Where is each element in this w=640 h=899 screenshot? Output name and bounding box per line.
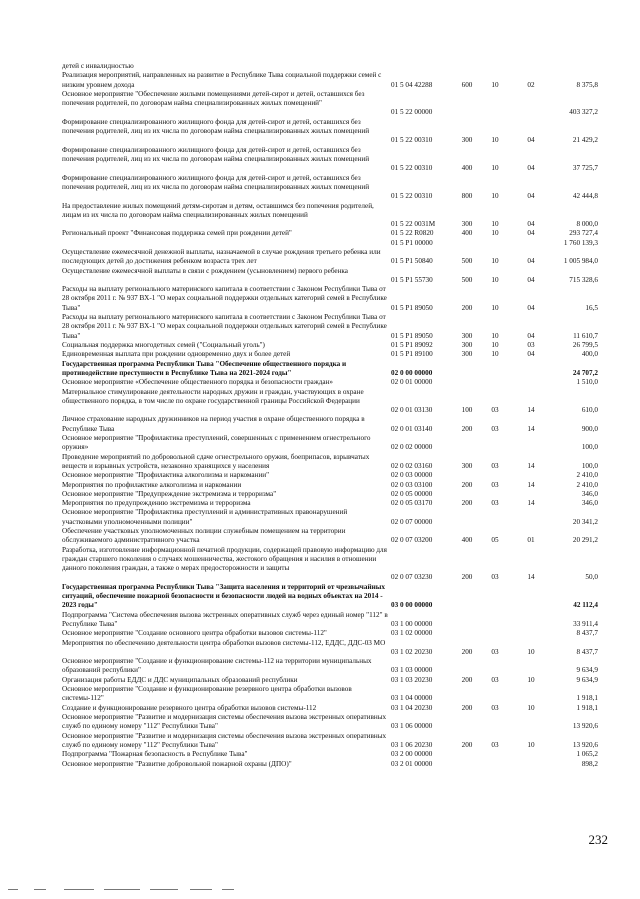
table-row [0, 639, 640, 658]
row-expense-type: 200 [461, 675, 473, 684]
row-description: Создание и функционирование резервного центра обработки вызовов системы-112 [62, 703, 317, 712]
table-row [0, 471, 640, 480]
row-expense-type: 200 [461, 703, 473, 712]
row-amount: 24 707,2 [572, 368, 598, 377]
row-section: 03 [491, 573, 499, 582]
row-code: 03 1 06 20230 [391, 740, 433, 749]
row-amount: 1 760 139,3 [563, 238, 598, 247]
row-expense-type: 300 [461, 136, 473, 145]
row-description: Основное мероприятие "Создание и функционирование системы-112 на территории муниципальных образований республики" [62, 657, 372, 675]
row-amount: 610,0 [581, 406, 598, 415]
row-section: 10 [491, 164, 499, 173]
table-row [0, 676, 640, 685]
row-section: 10 [491, 341, 499, 349]
row-expense-type: 200 [461, 480, 473, 489]
row-subsection: 04 [527, 257, 535, 266]
row-amount: 9 634,9 [576, 666, 598, 675]
row-amount: 8 437,7 [576, 647, 598, 656]
row-expense-type: 200 [461, 573, 473, 582]
row-code: 02 0 05 03170 [391, 499, 433, 508]
row-code: 01 5 P1 89092 [391, 341, 433, 349]
row-subsection: 04 [527, 136, 535, 145]
row-subsection: 10 [527, 647, 535, 656]
row-code: 01 5 04 42288 [391, 80, 433, 89]
row-description: Единовременная выплата при рождении одновременно двух и более детей [62, 350, 291, 359]
row-code: 02 0 07 03230 [391, 573, 433, 582]
table-row [0, 629, 640, 638]
table-row [0, 202, 640, 230]
row-expense-type: 500 [461, 257, 473, 266]
row-subsection: 04 [527, 229, 535, 238]
row-description: Формирование специализированного жилищного фонда для детей-сирот и детей, оставшихся без попечения родителей, лиц из их числа по договорам найма специализированных жилых помещений [62, 145, 370, 163]
row-subsection: 14 [527, 499, 535, 508]
table-row [0, 713, 640, 732]
row-subsection: 03 [527, 341, 535, 349]
table-row [0, 90, 640, 118]
row-description: Материальное стимулирование деятельности народных дружин и граждан, участвующих в охране общественного порядка, в том числе по охране государственной границы Российской Федерации [62, 387, 364, 405]
row-expense-type: 200 [461, 499, 473, 508]
row-code: 02 0 02 03160 [391, 461, 433, 470]
row-expense-type: 300 [461, 220, 473, 229]
table-row [0, 611, 640, 630]
row-description: Основное мероприятие "Развитие и модернизация системы обеспечения вызова экстренных оперативных служб по единому номеру "112" Республики Тыва" [62, 731, 387, 749]
row-subsection: 01 [527, 536, 535, 545]
row-section: 03 [491, 461, 499, 470]
row-amount: 2 410,0 [576, 471, 598, 480]
row-section: 03 [491, 647, 499, 656]
row-subsection: 14 [527, 424, 535, 433]
row-code: 03 2 01 00000 [391, 759, 433, 768]
row-code: 03 1 03 00000 [391, 666, 433, 675]
row-amount: 26 799,5 [572, 341, 598, 349]
row-subsection: 10 [527, 703, 535, 712]
row-code: 03 1 03 20230 [391, 675, 433, 684]
row-section: 03 [491, 675, 499, 684]
row-amount: 50,0 [585, 573, 598, 582]
row-description: Мероприятия по профилактике алкоголизма и наркомании [62, 480, 242, 489]
table-row [0, 685, 640, 704]
row-description: Основное мероприятие "Обеспечение жилыми помещениями детей-сирот и детей, оставшихся без попечения родителей, по договорам найма специализированных жилых помещений" [62, 89, 365, 108]
row-expense-type: 200 [461, 740, 473, 749]
row-code: 02 0 01 00000 [391, 378, 433, 387]
row-code: 03 1 02 20230 [391, 647, 433, 656]
row-code: 01 5 P1 89050 [391, 331, 433, 340]
row-section: 10 [491, 80, 499, 89]
row-section: 03 [491, 406, 499, 415]
row-amount: 42 112,4 [573, 601, 598, 610]
row-code: 01 5 P1 89050 [391, 303, 433, 312]
row-description: Формирование специализированного жилищного фонда для детей-сирот и детей, оставшихся без попечения родителей, лиц из их числа по договорам найма специализированных жилых помещений [62, 173, 370, 191]
row-expense-type: 300 [461, 331, 473, 340]
page-number: 232 [588, 832, 608, 847]
scan-artifact [222, 889, 234, 890]
row-amount: 1 005 984,0 [563, 257, 598, 266]
row-subsection: 04 [527, 220, 535, 229]
row-code: 03 2 00 00000 [391, 750, 433, 759]
row-amount: 100,0 [581, 443, 598, 452]
table-row [0, 341, 640, 350]
row-section: 10 [491, 331, 499, 340]
row-expense-type: 500 [461, 275, 473, 284]
row-section: 03 [491, 703, 499, 712]
table-row [0, 583, 640, 611]
row-section: 10 [491, 275, 499, 284]
row-code: 03 0 00 00000 [391, 601, 433, 610]
table-row [0, 313, 640, 341]
row-expense-type: 400 [461, 229, 473, 238]
row-description: Государственная программа Республики Тыва "Обеспечение общественного порядка и противодействие преступности в Республике Тыва на 2021-2024 годы" [62, 359, 347, 377]
row-section: 10 [491, 192, 499, 201]
row-code: 01 5 22 00000 [391, 108, 433, 117]
row-code: 03 1 00 00000 [391, 619, 433, 628]
row-amount: 9 634,9 [576, 675, 598, 684]
table-row [0, 481, 640, 490]
scan-artifact [190, 889, 212, 890]
row-code: 01 5 P1 55730 [391, 275, 433, 284]
row-description: Основное мероприятие "Профилактика алкоголизма и наркомании" [62, 471, 270, 480]
row-amount: 1 918,1 [576, 694, 598, 703]
row-amount: 16,5 [585, 303, 598, 312]
row-amount: 293 727,4 [569, 229, 598, 238]
row-subsection: 04 [527, 275, 535, 284]
row-description: Осуществление ежемесячной выплаты в связи с рождением (усыновлением) первого ребенка [62, 266, 348, 275]
row-description: Осуществление ежемесячной денежной выплаты, назначаемой в случае рождения третьего ребенка или последующих детей до достижения ребенком возраста трех лет [62, 248, 381, 266]
table-row [0, 285, 640, 313]
row-section: 10 [491, 220, 499, 229]
row-amount: 13 920,6 [572, 740, 598, 749]
row-code: 01 5 P1 00000 [391, 238, 433, 247]
row-code: 02 0 01 03140 [391, 424, 433, 433]
row-description: Расходы на выплату регионального материнского капитала в соответствии с Законом Республики Тыва от 28 октября 2011 г. № 937 ВХ-1 "О мерах социальной поддержки отдельных категорий семей в Республике Тыва" [62, 313, 387, 340]
table-row [0, 527, 640, 546]
row-amount: 21 429,2 [572, 136, 598, 145]
table-row [0, 229, 640, 238]
table-row [0, 750, 640, 759]
table-row [0, 453, 640, 472]
row-amount: 33 911,4 [573, 619, 598, 628]
row-subsection: 14 [527, 573, 535, 582]
row-code: 02 0 03 03100 [391, 480, 433, 489]
table-row [0, 239, 640, 248]
row-amount: 1 510,0 [576, 378, 598, 387]
row-description: Организация работы ЕДДС и ДДС муниципальных образований республики [62, 675, 298, 684]
row-section: 10 [491, 350, 499, 359]
row-description: Реализация мероприятий, направленных на развитие в Республике Тыва социальной поддержки семей с низким уровнем дохода [62, 71, 382, 89]
row-expense-type: 300 [461, 461, 473, 470]
table-row [0, 378, 640, 387]
table-row [0, 248, 640, 267]
row-code: 02 0 07 00000 [391, 517, 433, 526]
row-amount: 42 444,8 [572, 192, 598, 201]
row-description: Государственная программа Республики Тыва "Защита населения и территорий от чрезвычайных ситуаций, обеспечение пожарной безопасности и безопасности людей на водных объектах на 2014 - 2023 годы" [62, 582, 385, 610]
row-code: 01 5 22 R0820 [391, 229, 434, 238]
row-section: 05 [491, 536, 499, 545]
row-code: 01 5 22 0031М [391, 220, 436, 229]
row-code: 03 1 04 20230 [391, 703, 433, 712]
table-row [0, 267, 640, 286]
row-amount: 8 000,0 [576, 220, 598, 229]
table-row [0, 760, 640, 769]
row-description: Обеспечение участковых уполномоченных полиции служебным помещением на территории обслуживаемого административного участка [62, 527, 346, 545]
row-description: Основное мероприятие "Создание основного центра обработки вызовов системы-112" [62, 629, 327, 638]
row-description: Основное мероприятие «Обеспечение общественного порядка и безопасности граждан» [62, 378, 333, 387]
row-expense-type: 200 [461, 424, 473, 433]
table-row [0, 62, 640, 71]
row-code: 02 0 05 00000 [391, 489, 433, 498]
row-description: Основное мероприятие "Развитие и модернизация системы обеспечения вызова экстренных оперативных служб по единому номеру "112" Республики Тыва" [62, 713, 387, 731]
row-code: 03 1 04 00000 [391, 694, 433, 703]
row-code: 03 1 06 00000 [391, 722, 433, 731]
row-subsection: 02 [527, 80, 535, 89]
row-code: 01 5 P1 50840 [391, 257, 433, 266]
row-code: 01 5 22 00310 [391, 136, 433, 145]
row-description: Социальная поддержка многодетных семей ("Социальный уголь") [62, 341, 265, 349]
row-amount: 8 437,7 [576, 629, 598, 638]
scan-artifact [64, 889, 94, 890]
row-description: детей с инвалидностью [62, 62, 134, 70]
row-expense-type: 400 [461, 164, 473, 173]
row-code: 02 0 01 03130 [391, 406, 433, 415]
table-row [0, 350, 640, 359]
table-row [0, 360, 640, 379]
row-description: Основное мероприятие "Развитие добровольной пожарной охраны (ДПО)" [62, 759, 292, 768]
row-code: 03 1 02 00000 [391, 629, 433, 638]
scan-artifact [150, 889, 178, 890]
scan-artifact [8, 889, 18, 890]
row-description: Основное мероприятие "Профилактика преступлений и административных правонарушений участковыми уполномоченными полиции" [62, 508, 348, 526]
table-row [0, 388, 640, 416]
row-code: 02 0 07 03200 [391, 536, 433, 545]
row-subsection: 10 [527, 740, 535, 749]
row-amount: 20 341,2 [572, 517, 598, 526]
table-row [0, 508, 640, 527]
row-subsection: 14 [527, 406, 535, 415]
row-code: 02 0 03 00000 [391, 471, 433, 480]
row-description: Расходы на выплату регионального материнского капитала в соответствии с Законом Республики Тыва от 28 октября 2011 г. № 937 ВХ-1 "О мерах социальной поддержки отдельных категорий семей в Республике Тыва" [62, 285, 387, 312]
row-description: Личное страхование народных дружинников на период участия в охране общественного порядка в Республике Тыва [62, 415, 365, 433]
row-amount: 8 375,8 [576, 80, 598, 89]
row-amount: 403 327,2 [569, 108, 598, 117]
row-description: На предоставление жилых помещений детям-сиротам и детям, оставшимся без попечения родителей, лицам из их числа по договорам найма специализированных жилых помещений [62, 201, 374, 219]
row-section: 03 [491, 480, 499, 489]
row-subsection: 14 [527, 461, 535, 470]
row-section: 10 [491, 303, 499, 312]
row-expense-type: 200 [461, 303, 473, 312]
row-section: 10 [491, 136, 499, 145]
row-expense-type: 600 [461, 80, 473, 89]
table-row [0, 546, 640, 583]
row-expense-type: 300 [461, 341, 473, 349]
row-section: 03 [491, 499, 499, 508]
row-section: 10 [491, 257, 499, 266]
row-expense-type: 800 [461, 192, 473, 201]
row-description: Региональный проект "Финансовая поддержка семей при рождении детей" [62, 229, 292, 238]
table-row [0, 146, 640, 174]
row-subsection: 10 [527, 675, 535, 684]
row-expense-type: 200 [461, 647, 473, 656]
row-description: Мероприятия по обеспечению деятельности центра обработки вызовов системы-112, ЕДДС, ДДС-03 МО [62, 638, 386, 647]
row-section: 03 [491, 424, 499, 433]
row-expense-type: 100 [461, 406, 473, 415]
row-description: Основное мероприятие "Создание и функционирование резервного центра обработки вызовов системы-112" [62, 685, 352, 703]
row-amount: 715 328,6 [569, 275, 598, 284]
row-subsection: 04 [527, 331, 535, 340]
row-amount: 898,2 [581, 759, 598, 768]
row-expense-type: 300 [461, 350, 473, 359]
table-row [0, 434, 640, 453]
row-section: 03 [491, 740, 499, 749]
row-code: 01 5 22 00310 [391, 164, 433, 173]
row-code: 02 0 00 00000 [391, 368, 433, 377]
row-description: Основное мероприятие "Предупреждение экстремизма и терроризма" [62, 489, 277, 498]
row-description: Подпрограмма "Пожарная безопасность в Республике Тыва" [62, 750, 248, 759]
row-amount: 2 410,0 [576, 480, 598, 489]
row-amount: 37 725,7 [572, 164, 598, 173]
row-section: 10 [491, 229, 499, 238]
table-row [0, 174, 640, 202]
table-row [0, 415, 640, 434]
scan-artifact [34, 889, 46, 890]
row-subsection: 04 [527, 303, 535, 312]
row-code: 01 5 P1 89100 [391, 350, 433, 359]
row-code: 01 5 22 00310 [391, 192, 433, 201]
row-description: Формирование специализированного жилищного фонда для детей-сирот и детей, оставшихся без попечения родителей, лиц из их числа по договорам найма специализированных жилых помещений [62, 117, 370, 136]
table-row [0, 657, 640, 676]
row-description: Подпрограмма "Система обеспечения вызова экстренных оперативных служб через единый номер "112" в Республике Тыва" [62, 610, 388, 628]
row-amount: 100,0 [581, 461, 598, 470]
row-code: 02 0 02 00000 [391, 443, 433, 452]
row-amount: 346,0 [581, 499, 598, 508]
row-expense-type: 400 [461, 536, 473, 545]
table-row [0, 499, 640, 508]
row-description: Основное мероприятие "Профилактика преступлений, совершенных с применением огнестрельного оружия» [62, 434, 371, 452]
scan-artifact [104, 889, 140, 890]
row-description: Разработка, изготовление информационной печатной продукции, содержащей правовую информацию для граждан старшего поколения о случаях мошенничества, жестокого обращения и насилия в отношении данного поколения граждан, а также о мерах предосторожности и защиты [62, 545, 387, 573]
row-amount: 900,0 [581, 424, 598, 433]
table-row [0, 118, 640, 146]
row-amount: 20 291,2 [572, 536, 598, 545]
row-description: Мероприятия по предупреждению экстремизма и терроризма [62, 499, 251, 508]
row-amount: 400,0 [581, 350, 598, 359]
row-amount: 1 065,2 [576, 750, 598, 759]
row-subsection: 14 [527, 480, 535, 489]
table-row [0, 490, 640, 499]
row-subsection: 04 [527, 192, 535, 201]
row-description: Проведение мероприятий по добровольной сдаче огнестрельного оружия, боеприпасов, взрывчатых веществ и взрывных устройств, незаконно хранящихся у населения [62, 452, 370, 470]
row-subsection: 04 [527, 350, 535, 359]
row-amount: 11 610,7 [573, 331, 598, 340]
table-row [0, 704, 640, 713]
table-row [0, 71, 640, 90]
table-row [0, 732, 640, 751]
row-amount: 13 920,6 [572, 722, 598, 731]
row-amount: 346,0 [581, 489, 598, 498]
row-subsection: 04 [527, 164, 535, 173]
row-amount: 1 918,1 [576, 703, 598, 712]
